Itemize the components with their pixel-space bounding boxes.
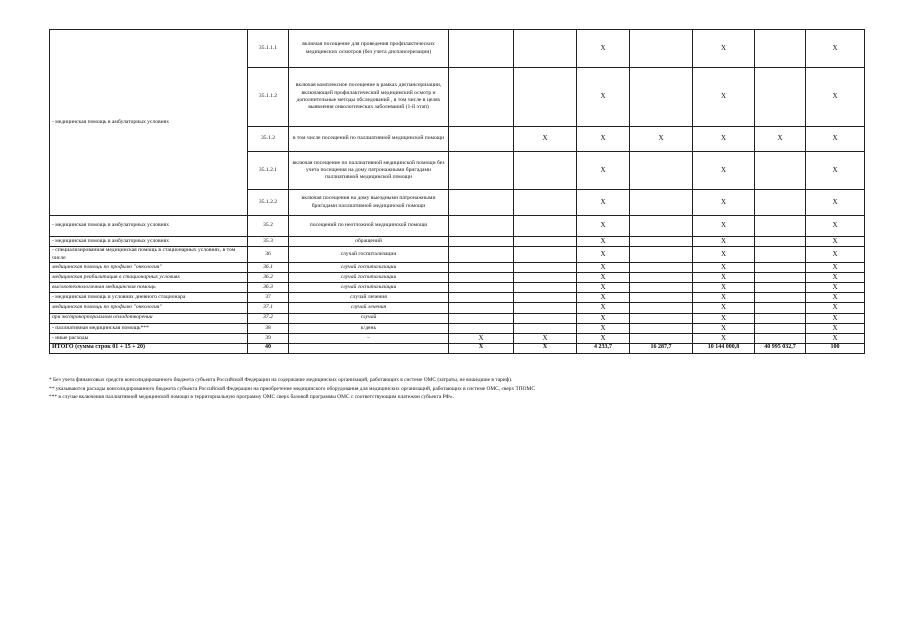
value-cell: X (693, 237, 755, 247)
row-name-cell: - медицинская помощь в условиях дневного стационара (50, 293, 248, 303)
value-cell: 4 233,7 (577, 343, 630, 353)
table-row (50, 30, 865, 68)
table-row (50, 283, 865, 293)
value-cell (630, 283, 693, 293)
unit-cell: включая посещения на дому выездными патронажными бригадами паллиативной медицинской помощи (289, 190, 449, 216)
value-cell: X (806, 273, 865, 283)
row-name-cell: медицинская помощь по профилю "онкология" (50, 303, 248, 313)
value-cell: X (514, 343, 577, 353)
unit-cell: посещений по неотложной медицинской помощи (289, 216, 449, 237)
value-cell: X (577, 323, 630, 333)
value-cell (514, 303, 577, 313)
value-cell: X (449, 333, 514, 343)
value-cell: X (577, 237, 630, 247)
value-cell: X (577, 216, 630, 237)
value-cell (755, 216, 806, 237)
unit-cell: включая посещение по паллиативной медицинской помощи без учета посещения на дому патронажными бригадами паллиативной медицинской помощи (289, 152, 449, 190)
value-cell (514, 237, 577, 247)
unit-cell: случай лечения (289, 303, 449, 313)
table-row (50, 237, 865, 247)
value-cell (755, 313, 806, 323)
footnote-3: *** в случае включения паллиативной медицинской помощи в территориальную программу ОМС сверх базовой программы ОМС с соответствующим платежом субъекта РФ». (49, 394, 454, 400)
value-cell: X (693, 283, 755, 293)
row-name-cell: - медицинская помощь в амбулаторных условиях (50, 216, 248, 237)
value-cell: X (514, 333, 577, 343)
row-number-cell: 37 (248, 293, 289, 303)
value-cell (755, 237, 806, 247)
value-cell (449, 283, 514, 293)
value-cell: X (755, 127, 806, 152)
value-cell: X (806, 323, 865, 333)
value-cell: X (806, 313, 865, 323)
table-row (50, 293, 865, 303)
row-number-cell: 35.1.1.2 (248, 68, 289, 127)
row-number-cell: 39 (248, 333, 289, 343)
row-number-cell: 37.1 (248, 303, 289, 313)
value-cell (755, 152, 806, 190)
value-cell (449, 303, 514, 313)
value-cell: X (693, 247, 755, 263)
value-cell: X (806, 216, 865, 237)
value-cell (449, 30, 514, 68)
value-cell: 40 995 032,7 (755, 343, 806, 353)
row-number-cell: 35.2 (248, 216, 289, 237)
table-row (50, 313, 865, 323)
value-cell: X (577, 283, 630, 293)
value-cell (630, 247, 693, 263)
value-cell (449, 127, 514, 152)
value-cell (514, 30, 577, 68)
footnote-2: ** указываются расходы консолидированного бюджета субъекта Российской Федерации на приобретение медицинского оборудования для медицинских организаций, работающих в системе ОМС, сверх ТПОМС (49, 385, 535, 392)
value-cell (514, 293, 577, 303)
row-number-cell: 36 (248, 247, 289, 263)
value-cell (630, 273, 693, 283)
value-cell (449, 237, 514, 247)
row-name-cell: высокотехнологичная медицинская помощь (50, 283, 248, 293)
value-cell: X (693, 127, 755, 152)
value-cell: X (693, 152, 755, 190)
value-cell: X (577, 313, 630, 323)
row-number-cell: 36.2 (248, 273, 289, 283)
total-row (50, 343, 865, 353)
value-cell (755, 30, 806, 68)
unit-cell: случай лечения (289, 293, 449, 303)
table-row (50, 333, 865, 343)
row-number-cell: 35.1.1.1 (248, 30, 289, 68)
value-cell: X (693, 333, 755, 343)
value-cell: X (577, 152, 630, 190)
value-cell (449, 152, 514, 190)
value-cell: 10 144 000,8 (693, 343, 755, 353)
unit-cell: случай госпитализации (289, 283, 449, 293)
row-number-cell: 35.3 (248, 237, 289, 247)
value-cell (514, 247, 577, 263)
row-number-cell: 36.3 (248, 283, 289, 293)
value-cell: X (693, 216, 755, 237)
row-number-cell: 35.1.2.1 (248, 152, 289, 190)
value-cell: X (693, 313, 755, 323)
value-cell: X (693, 273, 755, 283)
value-cell: X (577, 247, 630, 263)
value-cell: X (806, 247, 865, 263)
unit-cell: случай госпитализации (289, 247, 449, 263)
financing-table (49, 29, 865, 354)
unit-cell (289, 343, 449, 353)
value-cell (449, 190, 514, 216)
value-cell (514, 283, 577, 293)
value-cell (755, 247, 806, 263)
value-cell (630, 30, 693, 68)
footnote-1: * Без учета финансовых средств консолидированного бюджета субъекта Российской Федерации на содержание медицинских организаций, работающих в системе ОМС (затраты, не вошедшие в тариф). (49, 377, 513, 383)
row-number-cell: 35.1.2 (248, 127, 289, 152)
row-name-cell: - специализированная медицинская помощь в стационарных условиях, в том числе (50, 247, 248, 263)
value-cell (755, 293, 806, 303)
value-cell: X (806, 293, 865, 303)
table-row (50, 303, 865, 313)
value-cell: X (693, 293, 755, 303)
value-cell (630, 152, 693, 190)
value-cell: X (806, 237, 865, 247)
value-cell: X (806, 127, 865, 152)
value-cell (514, 216, 577, 237)
row-name-cell: - медицинская помощь в амбулаторных условиях (50, 237, 248, 247)
value-cell: 16 287,7 (630, 343, 693, 353)
unit-cell: включая комплексное посещение в рамках диспансеризации, включающей профилактический медицинский осмотр и дополнительные методы обследований , в том числе в целях выявления онкологических заболеваний (1-й этап) (289, 68, 449, 127)
value-cell (630, 68, 693, 127)
value-cell: X (514, 127, 577, 152)
value-cell: X (693, 190, 755, 216)
value-cell (630, 216, 693, 237)
value-cell (630, 293, 693, 303)
row-number-cell: 35.1.2.2 (248, 190, 289, 216)
table-body (50, 30, 865, 354)
value-cell (755, 333, 806, 343)
value-cell (630, 313, 693, 323)
value-cell (514, 313, 577, 323)
table-row (50, 216, 865, 237)
footnotes (49, 376, 864, 402)
unit-cell: случай (289, 313, 449, 323)
value-cell: X (806, 333, 865, 343)
row-name-cell: - иные расходы (50, 333, 248, 343)
value-cell (755, 323, 806, 333)
value-cell: X (806, 263, 865, 273)
value-cell: X (577, 190, 630, 216)
value-cell: X (577, 303, 630, 313)
row-number-cell: 37.2 (248, 313, 289, 323)
unit-cell: – (289, 333, 449, 343)
value-cell: X (806, 190, 865, 216)
value-cell: X (577, 30, 630, 68)
row-name-cell: ИТОГО (сумма строк 01 + 15 + 20) (50, 343, 248, 353)
value-cell: X (806, 303, 865, 313)
value-cell: X (693, 30, 755, 68)
value-cell (755, 283, 806, 293)
value-cell (514, 190, 577, 216)
unit-cell: случай госпитализации (289, 273, 449, 283)
row-number-cell: 36.1 (248, 263, 289, 273)
value-cell (630, 190, 693, 216)
row-name-cell: медицинская помощь по профилю "онкология" (50, 263, 248, 273)
unit-cell: случай госпитализации (289, 263, 449, 273)
unit-cell: в том числе посещений по паллиативной медицинской помощи (289, 127, 449, 152)
value-cell: X (693, 323, 755, 333)
value-cell (630, 263, 693, 273)
value-cell: 100 (806, 343, 865, 353)
value-cell: X (577, 273, 630, 283)
value-cell: X (577, 263, 630, 273)
table-row (50, 247, 865, 263)
value-cell (449, 323, 514, 333)
value-cell (514, 68, 577, 127)
row-number-cell: 40 (248, 343, 289, 353)
value-cell (514, 323, 577, 333)
value-cell: X (577, 68, 630, 127)
value-cell (755, 303, 806, 313)
value-cell (755, 68, 806, 127)
value-cell (755, 263, 806, 273)
table-row (50, 273, 865, 283)
row-number-cell: 38 (248, 323, 289, 333)
value-cell (514, 152, 577, 190)
value-cell (449, 247, 514, 263)
value-cell (755, 190, 806, 216)
value-cell (630, 323, 693, 333)
value-cell (630, 303, 693, 313)
value-cell (449, 273, 514, 283)
value-cell (449, 313, 514, 323)
value-cell (449, 293, 514, 303)
value-cell: X (577, 127, 630, 152)
value-cell: X (630, 127, 693, 152)
value-cell (449, 216, 514, 237)
value-cell: X (449, 343, 514, 353)
value-cell: X (806, 68, 865, 127)
value-cell (514, 263, 577, 273)
unit-cell: включая посещение для проведения профилактических медицинских осмотров (без учета диспансеризации) (289, 30, 449, 68)
value-cell (514, 273, 577, 283)
value-cell (449, 263, 514, 273)
unit-cell: к/день (289, 323, 449, 333)
value-cell (755, 273, 806, 283)
value-cell: X (806, 152, 865, 190)
value-cell: X (577, 293, 630, 303)
table-row (50, 323, 865, 333)
value-cell (630, 333, 693, 343)
value-cell: X (693, 68, 755, 127)
unit-cell: обращений (289, 237, 449, 247)
row-name-cell: - паллиативная медицинская помощь*** (50, 323, 248, 333)
value-cell (449, 68, 514, 127)
value-cell: X (806, 283, 865, 293)
value-cell: X (577, 333, 630, 343)
value-cell: X (806, 30, 865, 68)
table-row (50, 263, 865, 273)
value-cell (630, 237, 693, 247)
row-name-cell: - медицинская помощь в амбулаторных условиях (50, 30, 248, 216)
value-cell: X (693, 303, 755, 313)
row-name-cell: при экстракорпоральном оплодотворении (50, 313, 248, 323)
value-cell: X (693, 263, 755, 273)
row-name-cell: медицинская реабилитация в стационарных условиях (50, 273, 248, 283)
